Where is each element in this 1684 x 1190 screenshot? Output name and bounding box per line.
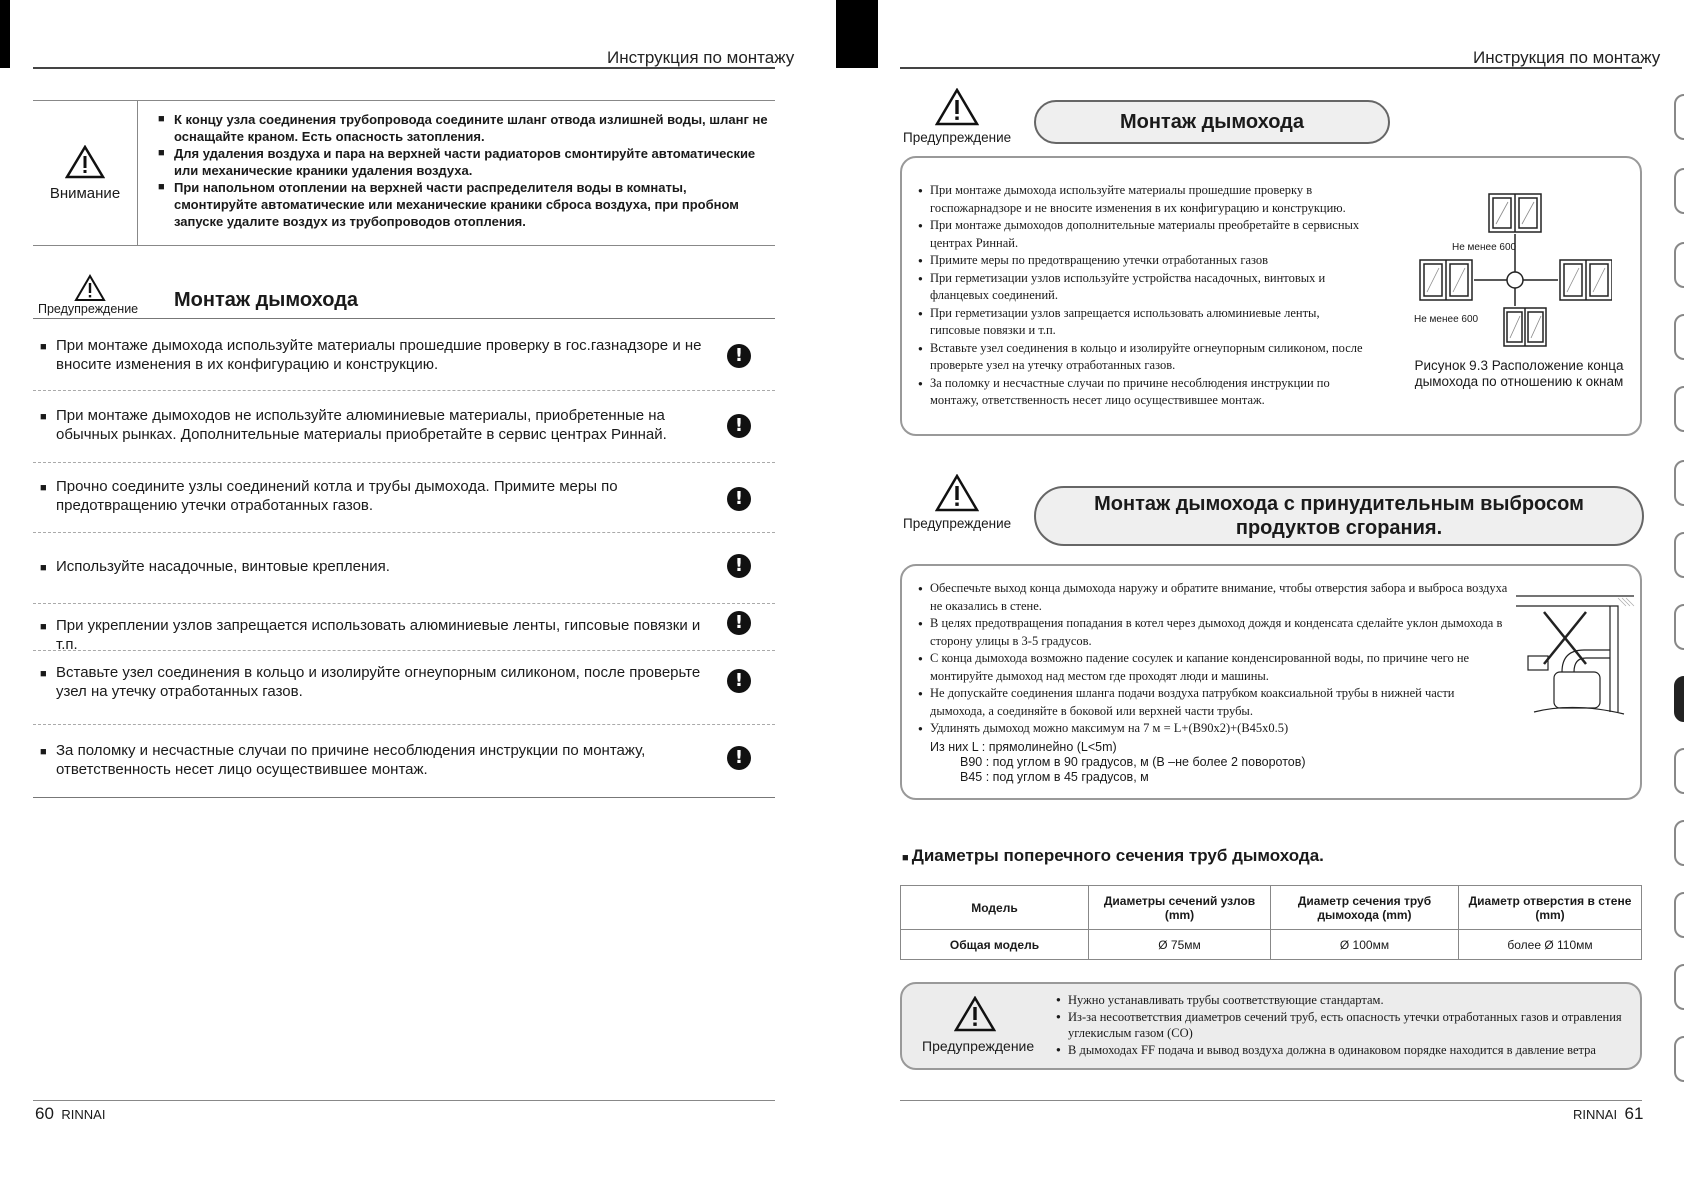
chapter-tab[interactable] bbox=[1674, 314, 1684, 360]
exclamation-icon: ! bbox=[727, 344, 751, 368]
rule-text: При монтаже дымохода используйте материалы прошедшие проверку в гос.газнадзоре и не вносите изменения в их конфигурацию и конструкцию. bbox=[56, 337, 702, 373]
note-line: B45 : под углом в 45 градусов, м bbox=[960, 770, 1149, 784]
table-row bbox=[901, 930, 1642, 960]
attention-item: ■ К концу узла соединения трубопровода соедините шланг отвода излишней воды, шланг не оснащайте краном. Есть опасность затопления. bbox=[158, 111, 770, 145]
block1-title-pill: Монтаж дымохода bbox=[1034, 100, 1390, 144]
chapter-tab[interactable] bbox=[1674, 820, 1684, 866]
table-header-cell: Модель bbox=[901, 886, 1089, 930]
left-footer-rule bbox=[33, 1100, 775, 1101]
section-warning-label: Предупреждение bbox=[38, 302, 139, 316]
figure-caption: Рисунок 9.3 Расположение конца дымохода по отношению к окнам bbox=[1414, 358, 1624, 389]
chapter-tab[interactable] bbox=[1674, 94, 1684, 140]
table-cell: более Ø 110мм bbox=[1459, 930, 1642, 960]
left-footer bbox=[35, 1104, 105, 1124]
rule-item bbox=[36, 663, 776, 703]
chapter-tab-active[interactable] bbox=[1674, 676, 1684, 722]
bullet-square-icon: ■ bbox=[40, 621, 47, 633]
table-header-cell: Диаметр отверстия в стене (mm) bbox=[1459, 886, 1642, 930]
left-running-head: Инструкция по монтажу bbox=[607, 48, 795, 67]
block2-text bbox=[918, 580, 1508, 738]
bullet-square-icon: ■ bbox=[40, 668, 47, 680]
rule-item bbox=[36, 477, 776, 517]
rule-item bbox=[36, 557, 776, 579]
section-title: Монтаж дымохода bbox=[174, 289, 359, 311]
block1-item: ● Примите меры по предотвращению утечки отработанных газов bbox=[918, 252, 1368, 270]
diameters-heading-text: Диаметры поперечного сечения труб дымохода. bbox=[911, 846, 1324, 865]
block2-panel bbox=[900, 564, 1642, 800]
chapter-tab[interactable] bbox=[1674, 460, 1684, 506]
rule-text: Прочно соедините узлы соединений котла и трубы дымохода. Примите меры по предотвращению утечки отработанных газов. bbox=[56, 478, 618, 514]
flue-pipe-graphic bbox=[1514, 592, 1636, 722]
bullet-square-icon: ■ bbox=[40, 341, 47, 353]
list-end-rule bbox=[33, 797, 775, 798]
rule-item bbox=[36, 616, 776, 653]
divider bbox=[33, 532, 775, 533]
warning-triangle-icon bbox=[65, 145, 105, 179]
table-cell: Общая модель bbox=[901, 930, 1089, 960]
bottom-warning-item: ● Нужно устанавливать трубы соответствующие стандартам. bbox=[1056, 992, 1636, 1009]
chapter-tab[interactable] bbox=[1674, 532, 1684, 578]
exclamation-icon: ! bbox=[727, 746, 751, 770]
brand: RINNAI bbox=[1573, 1107, 1618, 1122]
bullet-square-icon: ■ bbox=[40, 482, 47, 494]
block1-item: ● При герметизации узлов используйте устройства насадочных, винтовых и фланцевых соединений. bbox=[918, 270, 1368, 305]
chapter-tab[interactable] bbox=[1674, 604, 1684, 650]
block1-item: ● При монтаже дымохода используйте материалы прошедшие проверку в госпожарнадзоре и не вносите изменения в их конфигурацию и конструкцию. bbox=[918, 182, 1368, 217]
block2-warning-label: Предупреждение bbox=[903, 516, 1012, 531]
rule-text: Вставьте узел соединения в кольцо и изолируйте огнеупорным силиконом, после проверьте узел на утечку отработанных газов. bbox=[56, 664, 701, 700]
table-header-row bbox=[901, 886, 1642, 930]
rule-text: При монтаже дымоходов не используйте алюминиевые материалы, приобретенные на обычных рынках. Дополнительные материалы приобретайте в сервис центрах Риннай. bbox=[56, 407, 667, 443]
right-running-head: Инструкция по монтажу bbox=[1473, 48, 1661, 67]
attention-item: ■ При напольном отоплении на верхней части распределителя воды в комнаты, смонтируйте автоматические или механические краники сброса воздуха, при пробном запуске удалите воздух из трубопроводов отопления. bbox=[158, 179, 770, 230]
chapter-tab[interactable] bbox=[1674, 748, 1684, 794]
page-number: 61 bbox=[1624, 1104, 1644, 1123]
spine-bar bbox=[836, 0, 878, 68]
attention-block bbox=[33, 100, 775, 246]
block2-item: ● В целях предотвращения попадания в котел через дымоход дождя и конденсата сделайте уклон дымохода в сторону улицы в 3-5 градусов. bbox=[918, 615, 1508, 650]
block2-item: ● Удлинять дымоход можно максимум на 7 м = L+(B90x2)+(B45x0.5) bbox=[918, 720, 1508, 738]
bullet-square-icon: ■ bbox=[40, 562, 47, 574]
warning-triangle-icon bbox=[935, 88, 979, 126]
exclamation-icon: ! bbox=[727, 554, 751, 578]
chapter-tab[interactable] bbox=[1674, 892, 1684, 938]
bottom-warning-item: ● В дымоходах FF подача и вывод воздуха должна в одинаковом порядке находится в давление ветра bbox=[1056, 1042, 1636, 1059]
block1-text bbox=[918, 182, 1368, 410]
rule-item bbox=[36, 336, 776, 376]
rule-item bbox=[36, 406, 776, 446]
block2-title-pill: Монтаж дымохода с принудительным выбросом продуктов сгорания. bbox=[1034, 486, 1644, 546]
bottom-warning-item: ● Из-за несоответствия диаметров сечений труб, есть опасность утечки отработанных газов и отравления углекислым газом (CO) bbox=[1056, 1009, 1636, 1042]
block1-warning-label: Предупреждение bbox=[903, 130, 1012, 145]
bottom-warning-text bbox=[1056, 992, 1636, 1058]
bullet-square-icon: ■ bbox=[40, 411, 47, 423]
bottom-warning-panel bbox=[900, 982, 1642, 1070]
left-header-rule bbox=[33, 67, 775, 69]
left-edge-bar bbox=[0, 0, 10, 68]
brand: RINNAI bbox=[61, 1107, 106, 1122]
section-rule bbox=[33, 318, 775, 319]
rule-text: За поломку и несчастные случаи по причине несоблюдения инструкции по монтажу, ответственность несет лицо осуществившее монтаж. bbox=[56, 742, 646, 778]
block1-item: ● За поломку и несчастные случаи по причине несоблюдения инструкции по монтажу, ответственность несет лицо осуществившее монтаж. bbox=[918, 375, 1368, 410]
block2-item: ● С конца дымохода возможно падение сосулек и капание конденсированной воды, по причине чего не монтируйте дымоход над местом где проходят люди и машины. bbox=[918, 650, 1508, 685]
block2-notes bbox=[930, 740, 1306, 785]
attention-label: Внимание bbox=[49, 184, 121, 202]
block1-item: ● При герметизации узлов запрещается использовать алюминиевые ленты, гипсовые повязки и т.п. bbox=[918, 305, 1368, 340]
page-number: 60 bbox=[35, 1104, 54, 1123]
warning-triangle-icon bbox=[74, 274, 106, 302]
block1-panel bbox=[900, 156, 1642, 436]
rule-text: При укреплении узлов запрещается использовать алюминиевые ленты, гипсовые повязки и т.п. bbox=[56, 617, 701, 653]
chapter-tab[interactable] bbox=[1674, 1036, 1684, 1082]
bullet-square-icon: ■ bbox=[40, 746, 47, 758]
rule-text: Используйте насадочные, винтовые крепления. bbox=[56, 558, 390, 575]
rule-item bbox=[36, 741, 776, 781]
attention-label-cell bbox=[33, 101, 138, 245]
right-header-rule bbox=[900, 67, 1642, 69]
right-footer-rule bbox=[900, 1100, 1642, 1101]
diameters-table bbox=[900, 885, 1642, 960]
exclamation-icon: ! bbox=[727, 611, 751, 635]
note-line: Из них L : прямолинейно (L<5m) bbox=[930, 740, 1117, 754]
warning-triangle-icon bbox=[954, 996, 996, 1032]
exclamation-icon: ! bbox=[727, 669, 751, 693]
block1-item: ● При монтаже дымоходов дополнительные материалы преобретайте в сервисных центрах Риннай. bbox=[918, 217, 1368, 252]
bottom-warning-label: Предупреждение bbox=[922, 1038, 1035, 1054]
diameters-heading bbox=[902, 846, 1324, 866]
attention-text bbox=[158, 111, 770, 230]
table-cell: Ø 75мм bbox=[1089, 930, 1271, 960]
chapter-tab[interactable] bbox=[1674, 386, 1684, 432]
figure-label-bottom: Не менее 600 bbox=[1414, 314, 1479, 325]
block2-item: ● Не допускайте соединения шланга подачи воздуха патрубком коаксиальной трубы в нижней части дымохода, а соединяйте в боковой или верхней части трубы. bbox=[918, 685, 1508, 720]
exclamation-icon: ! bbox=[727, 487, 751, 511]
figure-label-top: Не менее 600 bbox=[1452, 242, 1517, 253]
divider bbox=[33, 603, 775, 604]
divider bbox=[33, 390, 775, 391]
divider bbox=[33, 650, 775, 651]
chapter-tab[interactable] bbox=[1674, 168, 1684, 214]
table-header-cell: Диаметры сечений узлов (mm) bbox=[1089, 886, 1271, 930]
divider bbox=[33, 724, 775, 725]
table-cell: Ø 100мм bbox=[1271, 930, 1459, 960]
divider bbox=[33, 462, 775, 463]
exclamation-icon: ! bbox=[727, 414, 751, 438]
warning-triangle-icon bbox=[935, 474, 979, 512]
chapter-tab[interactable] bbox=[1674, 964, 1684, 1010]
table-header-cell: Диаметр сечения труб дымохода (mm) bbox=[1271, 886, 1459, 930]
block2-item: ● Обеспечьте выход конца дымохода наружу и обратите внимание, чтобы отверстия забора и выброса воздуха не оказались в стене. bbox=[918, 580, 1508, 615]
attention-item: ■ Для удаления воздуха и пара на верхней части радиаторов смонтируйте автоматические или механические краники удаления воздуха. bbox=[158, 145, 770, 179]
right-footer bbox=[1573, 1104, 1643, 1124]
bullet-square-icon: ■ bbox=[902, 852, 912, 864]
flue-pipe-illustration bbox=[1514, 592, 1636, 722]
block1-item: ● Вставьте узел соединения в кольцо и изолируйте огнеупорным силиконом, после проверьте узел на утечку отработанных газов. bbox=[918, 340, 1368, 375]
chapter-tab[interactable] bbox=[1674, 242, 1684, 288]
note-line: B90 : под углом в 90 градусов, м (B –не более 2 поворотов) bbox=[960, 755, 1306, 769]
